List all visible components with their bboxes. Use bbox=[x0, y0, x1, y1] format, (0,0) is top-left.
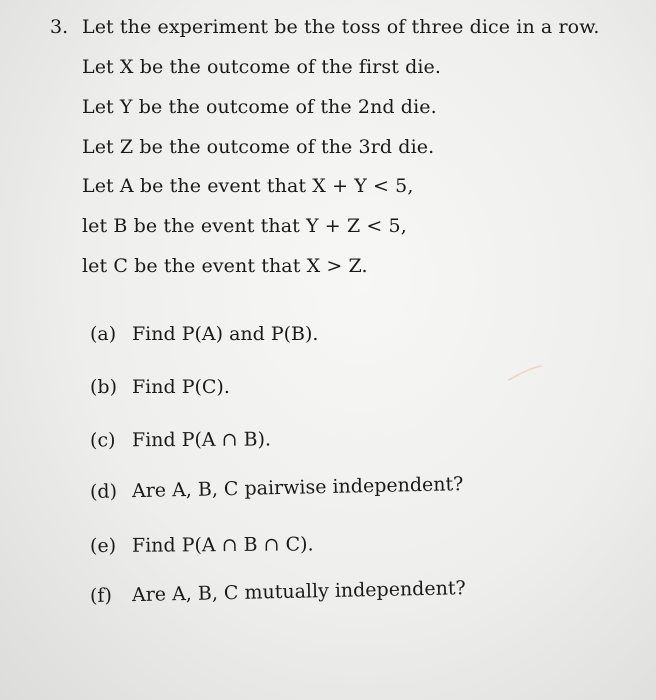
event-b-definition: let B be the event that Y + Z < 5, bbox=[82, 215, 407, 237]
part-label: (e) bbox=[89, 534, 117, 557]
part-text: Are A, B, C pairwise independent? bbox=[131, 473, 464, 503]
part-e bbox=[90, 533, 314, 557]
part-label: (c) bbox=[89, 429, 116, 452]
part-b bbox=[90, 376, 230, 398]
part-label: (d) bbox=[89, 480, 118, 503]
definition-x: Let X be the outcome of the first die. bbox=[82, 56, 442, 78]
part-text: Find P(C). bbox=[132, 376, 230, 398]
definition-y: Let Y be the outcome of the 2nd die. bbox=[82, 96, 437, 118]
part-text: Find P(A) and P(B). bbox=[132, 323, 319, 345]
problem-number: 3. bbox=[50, 16, 69, 38]
pencil-mark bbox=[505, 362, 545, 384]
part-label: (b) bbox=[90, 376, 117, 398]
part-text: Are A, B, C mutually independent? bbox=[131, 577, 466, 607]
part-c bbox=[90, 429, 271, 452]
part-label: (f) bbox=[89, 584, 113, 607]
part-a bbox=[90, 323, 318, 345]
event-a-definition: Let A be the event that X + Y < 5, bbox=[82, 175, 414, 197]
part-text: Find P(A ∩ B ∩ C). bbox=[131, 533, 314, 557]
part-text: Find P(A ∩ B). bbox=[131, 428, 272, 452]
definition-z: Let Z be the outcome of the 3rd die. bbox=[82, 136, 435, 158]
event-c-definition: let C be the event that X > Z. bbox=[82, 255, 368, 277]
problem-intro: Let the experiment be the toss of three dice in a row. bbox=[82, 16, 600, 38]
part-label: (a) bbox=[90, 323, 117, 345]
part-d bbox=[90, 473, 464, 503]
part-f bbox=[90, 577, 466, 607]
